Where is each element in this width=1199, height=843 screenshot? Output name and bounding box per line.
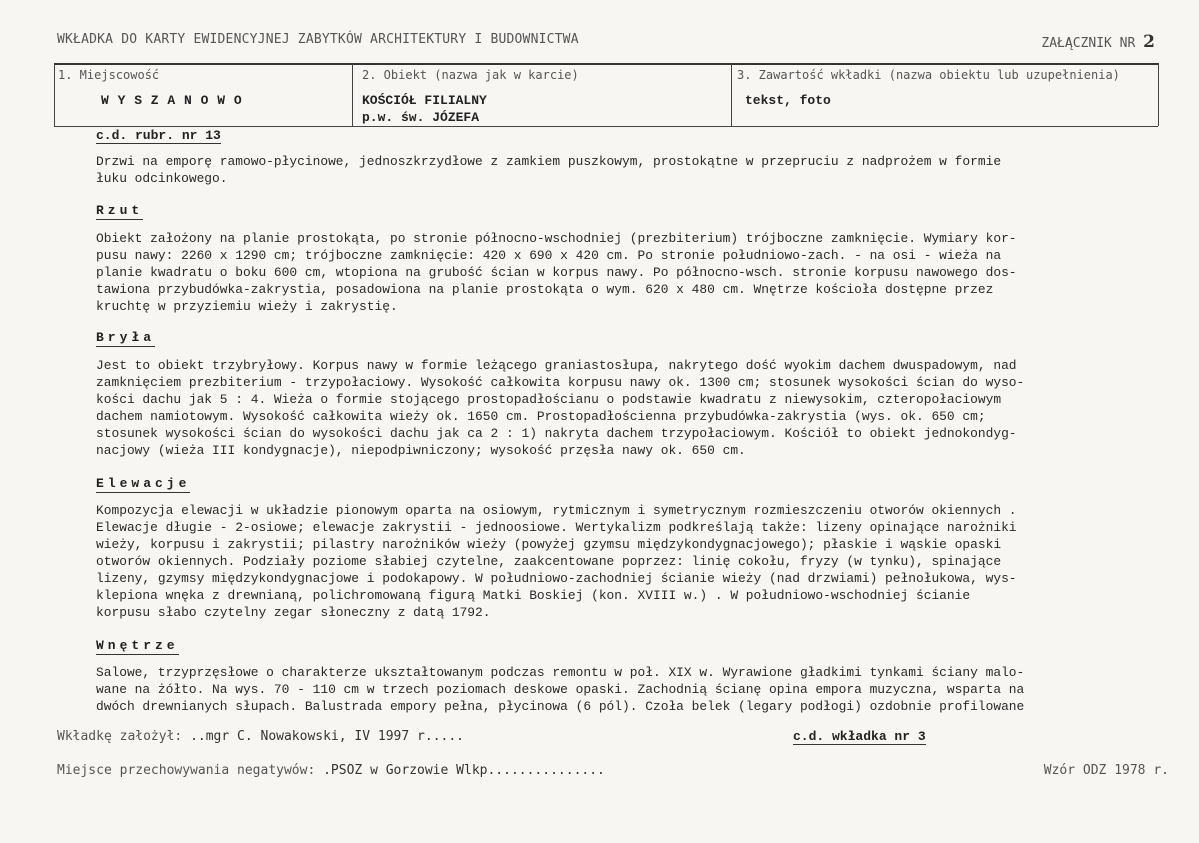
- table-divider-2: [731, 64, 732, 126]
- intro-paragraph: Drzwi na emporę ramowo-płycinowe, jednoszkrzydłowe z zamkiem puszkowym, prostokątne w przepruciu z nadprożem w formie łuku odcinkowego.: [96, 154, 1002, 186]
- section-text-bryla: Jest to obiekt trzybryłowy. Korpus nawy w formie leżącego graniastosłupa, nakrytego dość wyokim dachem dwuspadowym, nad zamknięciem prezbiterium - trzypołaciowy. Wysokość całkowita korpusu nawy ok. 1300 cm; stosunek wysokości ścian do wyso- kości dachu jak 5 : 4. Wieża o formie stojącego prostopadłościanu o podstawie kwadratu z niewysokim, czteropołaciowym dachem namiotowym. Wysokość całkowita wieży ok. 1650 cm. Prostopadłościenna przybudówka-zakrystia (wys. ok. 650 cm; stosunek wysokości ścian do wysokości dachu jak ca 2 : 1) nakryta dachem trzypołaciowym. Kościół to obiekt jednokondyg- nacjowy (wieża III kondygnacje), niepodpiwniczony; wysokość przęsła nawy ok. 650 cm.: [96, 358, 1025, 458]
- author-label: Wkładkę założył:: [57, 729, 183, 744]
- object-value-line1: KOŚCIÓŁ FILIALNY: [362, 93, 487, 108]
- object-value-line2: p.w. św. JÓZEFA: [362, 110, 480, 125]
- continuation-next: c.d. wkładka nr 3: [793, 729, 926, 744]
- table-bottom-rule: [54, 126, 1158, 127]
- object-label: 2. Obiekt (nazwa jak w karcie): [362, 68, 579, 82]
- negatives-line: [57, 763, 605, 778]
- author-line: [57, 729, 464, 744]
- attachment-number: [1041, 32, 1155, 52]
- attachment-number-value: 2: [1143, 32, 1155, 52]
- author-value: ..mgr C. Nowakowski, IV 1997 r.....: [190, 729, 464, 744]
- section-title-bryla: Bryła: [96, 330, 156, 345]
- attachment-label: ZAŁĄCZNIK NR: [1041, 36, 1136, 51]
- section-text-elewacje: Kompozycja elewacji w układzie pionowym oparta na osiowym, rytmicznym i symetrycznym rozmieszczeniu otworów okiennych . Elewacje długie - 2-osiowe; elewacje zakrystii - jednoosiowe. Wertykalizm podkreślają także: lizeny opinające narożniki wieży, korpusu i zakrystii; pilastry narożników wieży (powyżej gzymsu międzykondygnacjowego); płaskie i wąskie opaski otworów okiennych. Podziały poziome słabiej czytelne, zaakcentowane poprzez: linię cokołu, fryzy (w tynku), spinające lizeny, gzymsy międzykondygnacjowe i podokapowy. W południowo-zachodniej ścianie wieży (nad drzwiami) pełnołukowa, wys- klepiona wnęka z drewnianą, polichromowaną figurą Matki Boskiej (kon. XVIII w.) . W południowo-wschodniej ścianie korpusu słabo czytelny zegar słoneczny z datą 1792.: [96, 503, 1017, 620]
- negatives-value: .PSOZ w Gorzowie Wlkp...............: [323, 763, 605, 778]
- section-title-wnetrze: Wnętrze: [96, 638, 179, 653]
- section-title-elewacje: Elewacje: [96, 476, 191, 491]
- table-top-rule: [54, 63, 1159, 65]
- table-divider-1: [352, 64, 353, 126]
- section-text-wnetrze: Salowe, trzyprzęsłowe o charakterze ukształtowanym podczas remontu w poł. XIX w. Wyrawione gładkimi tynkami ściany malo- wane na żółto. Na wys. 70 - 110 cm w trzech poziomach deskowe opaski. Zachodnią ścianę opina empora muzyczna, wsparta na dwóch drewnianych słupach. Balustrada empory pełna, płycinowa (6 pól). Czoła belek (legary podłogi) ozdobnie profilowane: [96, 665, 1025, 714]
- negatives-label: Miejsce przechowywania negatywów:: [57, 763, 316, 778]
- table-left-border: [54, 64, 55, 126]
- template-note: Wzór ODZ 1978 r.: [1043, 763, 1169, 778]
- section-text-rzut: Obiekt założony na planie prostokąta, po stronie północno-wschodniej (prezbiterium) trójboczne zamknięcie. Wymiary kor- pusu nawy: 2260 x 1290 cm; trójboczne zamknięcie: 420 x 690 x 420 cm. Po stronie południowo-zach. - na osi - wieża na planie kwadratu o boku 600 cm, wtopiona na grubość ścian w korpus nawy. Po północno-wsch. stronie korpusu nawowego dos- tawiona przybudówka-zakrystia, posadowiona na planie prostokąta o wym. 620 x 480 cm. Wnętrze kościoła dostępne przez kruchtę w przyziemiu wieży i zakrystię.: [96, 231, 1017, 314]
- continuation-heading: c.d. rubr. nr 13: [96, 128, 221, 143]
- contents-value: tekst, foto: [745, 93, 831, 108]
- table-right-border: [1158, 64, 1159, 126]
- locality-value: W Y S Z A N O W O: [101, 93, 243, 108]
- document-title: WKŁADKA DO KARTY EWIDENCYJNEJ ZABYTKÓW ARCHITEKTURY I BUDOWNICTWA: [57, 32, 579, 47]
- section-title-rzut: Rzut: [96, 203, 144, 218]
- contents-label: 3. Zawartość wkładki (nazwa obiektu lub uzupełnienia): [737, 68, 1120, 82]
- locality-label: 1. Miejscowość: [58, 68, 160, 82]
